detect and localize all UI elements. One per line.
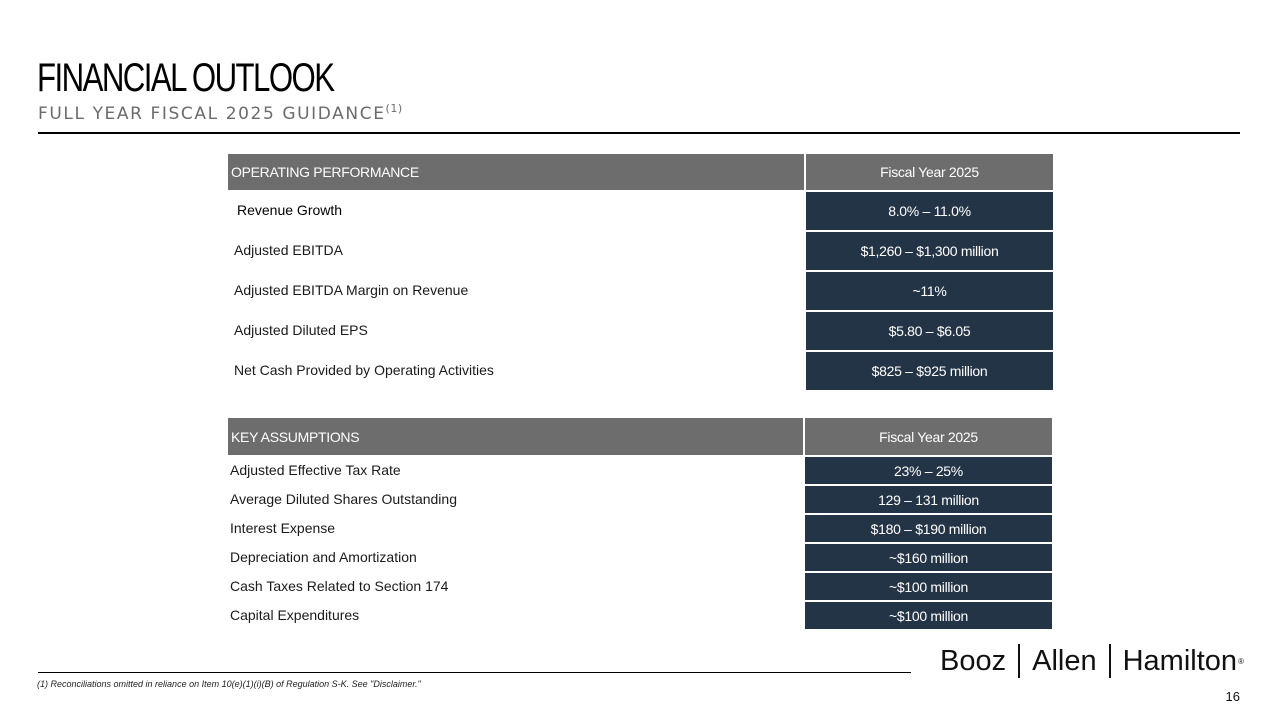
subtitle-text: FULL YEAR FISCAL 2025 GUIDANCE bbox=[38, 104, 386, 124]
key-assumptions-table bbox=[228, 418, 1052, 629]
row-value: ~$100 million bbox=[803, 571, 1052, 600]
row-value: 8.0% – 11.0% bbox=[804, 190, 1053, 230]
slide-title: FINANCIAL OUTLOOK bbox=[37, 56, 334, 100]
company-logo bbox=[940, 644, 1244, 678]
row-label: Adjusted EBITDA Margin on Revenue bbox=[228, 270, 804, 310]
table-row bbox=[228, 190, 1053, 230]
slide-subtitle bbox=[38, 102, 403, 124]
row-label: Depreciation and Amortization bbox=[228, 542, 803, 571]
row-value: 129 – 131 million bbox=[803, 484, 1052, 513]
row-value: 23% – 25% bbox=[803, 455, 1052, 484]
row-value: ~$160 million bbox=[803, 542, 1052, 571]
table-row bbox=[228, 571, 1052, 600]
operating-performance-header: OPERATING PERFORMANCE bbox=[228, 154, 804, 190]
footer-divider bbox=[38, 672, 911, 673]
table-header-row bbox=[228, 154, 1053, 190]
registered-mark: ® bbox=[1238, 656, 1244, 666]
row-value: ~11% bbox=[804, 270, 1053, 310]
row-label: Adjusted Effective Tax Rate bbox=[228, 455, 803, 484]
row-label: Revenue Growth bbox=[228, 190, 804, 230]
operating-performance-table bbox=[228, 154, 1053, 390]
row-label: Adjusted EBITDA bbox=[228, 230, 804, 270]
table-row bbox=[228, 600, 1052, 629]
table-row bbox=[228, 310, 1053, 350]
row-label: Average Diluted Shares Outstanding bbox=[228, 484, 803, 513]
footnote: (1) Reconciliations omitted in reliance on Item 10(e)(1)(i)(B) of Regulation S-K. See "Disclaimer." bbox=[37, 679, 421, 689]
row-label: Cash Taxes Related to Section 174 bbox=[228, 571, 803, 600]
logo-separator bbox=[1018, 644, 1020, 678]
row-value: $5.80 – $6.05 bbox=[804, 310, 1053, 350]
page-number: 16 bbox=[1225, 689, 1240, 704]
table-row bbox=[228, 455, 1052, 484]
fiscal-year-header: Fiscal Year 2025 bbox=[804, 154, 1053, 190]
row-value: ~$100 million bbox=[803, 600, 1052, 629]
table-row bbox=[228, 542, 1052, 571]
title-divider bbox=[38, 132, 1240, 134]
table-row bbox=[228, 484, 1052, 513]
row-value: $1,260 – $1,300 million bbox=[804, 230, 1053, 270]
table-row bbox=[228, 230, 1053, 270]
subtitle-footnote-ref: (1) bbox=[385, 102, 403, 115]
table-header-row bbox=[228, 418, 1052, 455]
logo-separator bbox=[1109, 644, 1111, 678]
logo-word-hamilton: Hamilton bbox=[1122, 644, 1238, 677]
table-row bbox=[228, 270, 1053, 310]
row-label: Capital Expenditures bbox=[228, 600, 803, 629]
logo-word-allen: Allen bbox=[1032, 644, 1097, 677]
row-label: Interest Expense bbox=[228, 513, 803, 542]
row-label: Net Cash Provided by Operating Activities bbox=[228, 350, 804, 390]
table-row bbox=[228, 513, 1052, 542]
row-label: Adjusted Diluted EPS bbox=[228, 310, 804, 350]
logo-word-booz: Booz bbox=[940, 644, 1007, 677]
row-value: $180 – $190 million bbox=[803, 513, 1052, 542]
table-row bbox=[228, 350, 1053, 390]
key-assumptions-header: KEY ASSUMPTIONS bbox=[228, 418, 803, 455]
fiscal-year-header: Fiscal Year 2025 bbox=[803, 418, 1052, 455]
row-value: $825 – $925 million bbox=[804, 350, 1053, 390]
